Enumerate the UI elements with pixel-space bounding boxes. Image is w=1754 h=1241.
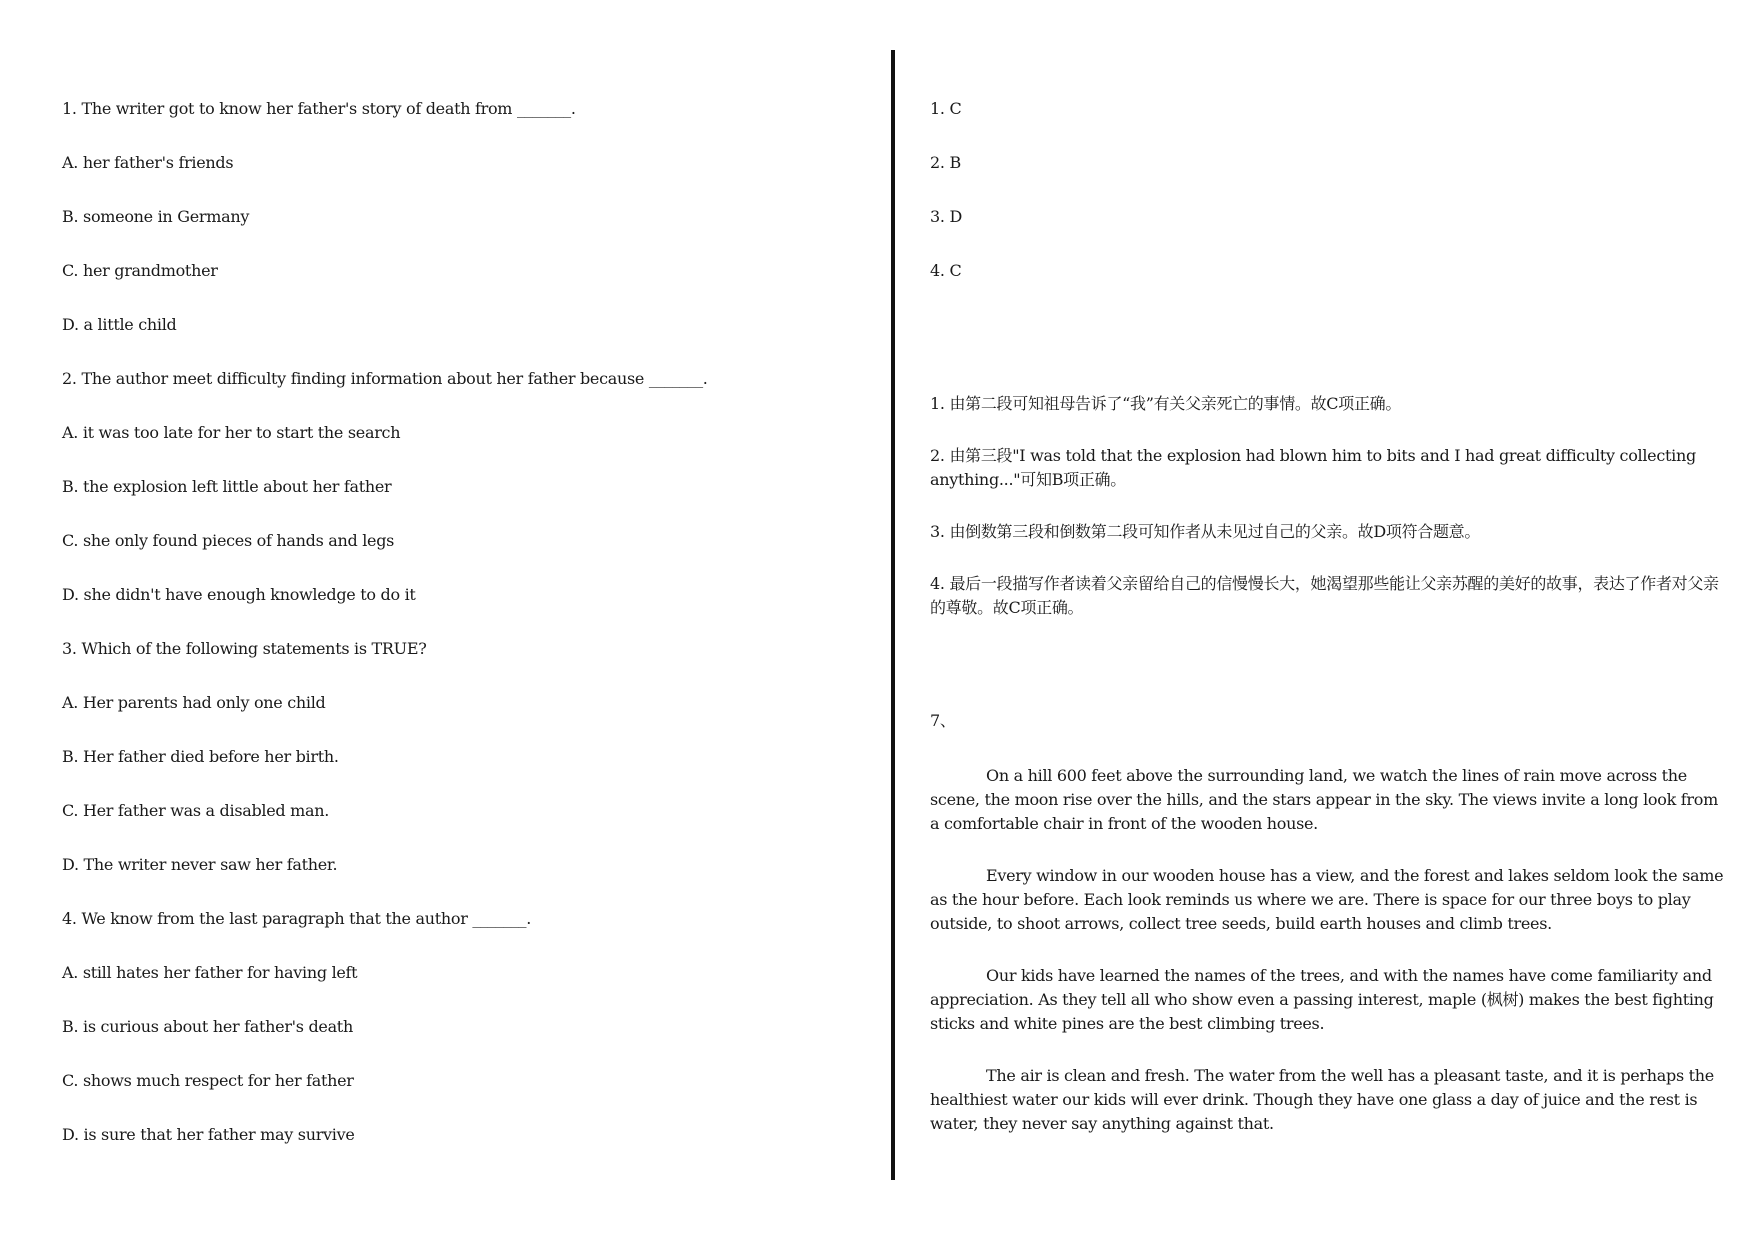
explanation-1: 1. 由第二段可知祖母告诉了“我”有关父亲死亡的事情。故C项正确。 [930, 394, 1402, 413]
question-1-option-d: D. a little child [62, 315, 177, 334]
question-2-option-a: A. it was too late for her to start the search [62, 423, 401, 442]
explanation-4: 4. 最后一段描写作者读着父亲留给自己的信慢慢长大，她渴望那些能让父亲苏醒的美好的故事，表达了作者对父亲的尊敬。故C项正确。 [930, 574, 1719, 617]
questions-column [62, 98, 862, 1178]
question-3-option-d: D. The writer never saw her father. [62, 855, 338, 874]
question-4-option-c: C. shows much respect for her father [62, 1071, 354, 1090]
answer-4: 4. C [930, 261, 962, 280]
spacer [930, 648, 1730, 710]
question-1-option-c: C. her grandmother [62, 261, 218, 280]
question-1-stem: 1. The writer got to know her father's story of death from _______. [62, 99, 576, 118]
question-4-option-b: B. is curious about her father's death [62, 1017, 353, 1036]
question-3-option-c: C. Her father was a disabled man. [62, 801, 330, 820]
column-divider [891, 50, 895, 1180]
question-2-option-b: B. the explosion left little about her father [62, 477, 392, 496]
passage-paragraph-2: Every window in our wooden house has a view, and the forest and lakes seldom look the same as the hour before. Each look reminds us where we are. There is space for our three boys to play outside, to shoot arrows, collect tree seeds, build earth houses and climb trees. [930, 866, 1724, 933]
question-3-stem: 3. Which of the following statements is TRUE? [62, 639, 427, 658]
answer-2: 2. B [930, 153, 961, 172]
passage-paragraph-3: Our kids have learned the names of the trees, and with the names have come familiarity and appreciation. As they tell all who show even a passing interest, maple (枫树) makes the best fighting sticks and white pines are the best climbing trees. [930, 966, 1714, 1033]
question-1-option-b: B. someone in Germany [62, 207, 250, 226]
explanation-3: 3. 由倒数第三段和倒数第二段可知作者从未见过自己的父亲。故D项符合题意。 [930, 522, 1481, 541]
explanation-2: 2. 由第三段"I was told that the explosion had blown him to bits and I had great difficulty collecting anything..."可知B项正确。 [930, 446, 1696, 489]
question-3-option-a: A. Her parents had only one child [62, 693, 326, 712]
spacer [930, 314, 1730, 392]
question-4-stem: 4. We know from the last paragraph that the author _______. [62, 909, 532, 928]
question-4-option-d: D. is sure that her father may survive [62, 1125, 355, 1144]
question-2-option-c: C. she only found pieces of hands and legs [62, 531, 395, 550]
question-3-option-b: B. Her father died before her birth. [62, 747, 339, 766]
passage-paragraph-1: On a hill 600 feet above the surrounding land, we watch the lines of rain move across the scene, the moon rise over the hills, and the stars appear in the sky. The views invite a long look from a comfortable chair in front of the wooden house. [930, 766, 1718, 833]
question-1-option-a: A. her father's friends [62, 153, 234, 172]
passage-paragraph-4: The air is clean and fresh. The water from the well has a pleasant taste, and it is perhaps the healthiest water our kids will ever drink. Though they have one glass a day of juice and the rest is water, they never say anything against that. [930, 1066, 1714, 1133]
answer-1: 1. C [930, 99, 962, 118]
question-2-stem: 2. The author meet difficulty finding information about her father because _______. [62, 369, 708, 388]
question-2-option-d: D. she didn't have enough knowledge to do it [62, 585, 416, 604]
answers-column [930, 98, 1730, 1164]
question-4-option-a: A. still hates her father for having left [62, 963, 358, 982]
answer-3: 3. D [930, 207, 962, 226]
section-number: 7、 [930, 711, 956, 730]
